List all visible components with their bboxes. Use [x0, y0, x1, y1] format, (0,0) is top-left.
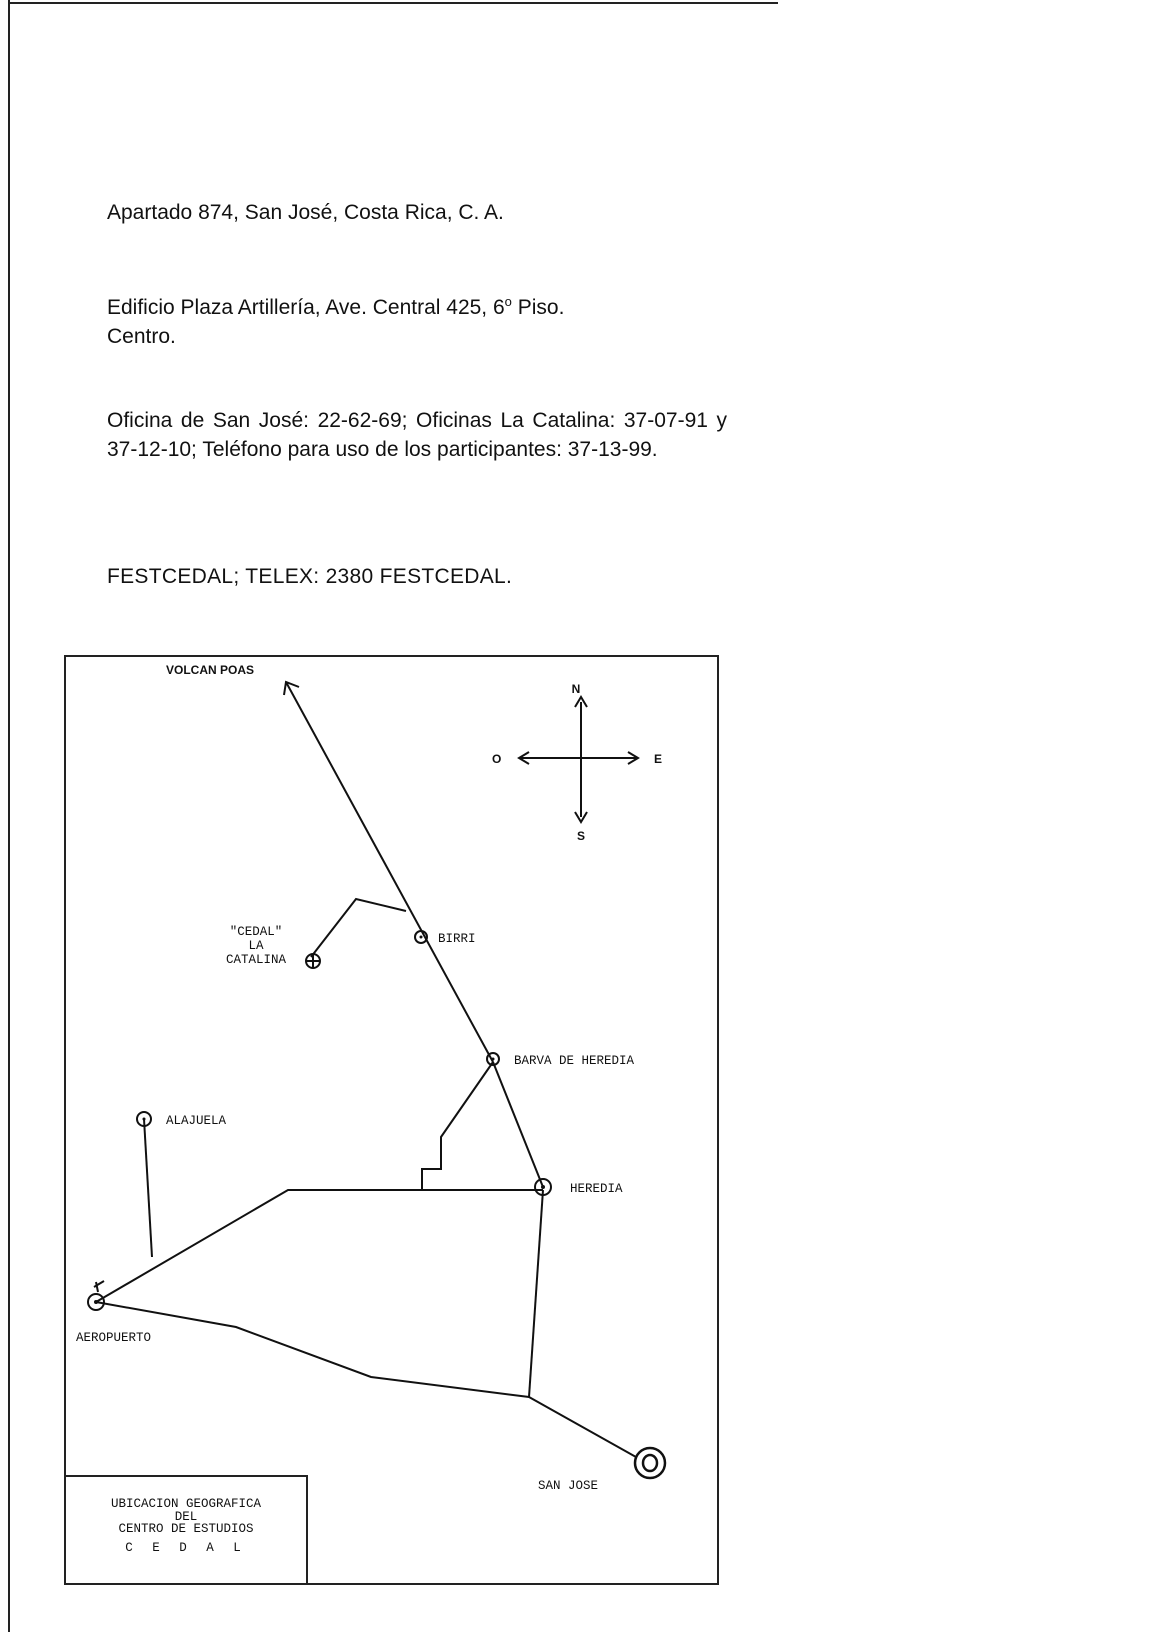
- degree-mark: o: [504, 294, 512, 309]
- phone-numbers: Oficina de San José: 22-62-69; Oficinas La Catalina: 37-07-91 y 37-12-10; Teléfono para uso de los participantes: 37-13-99.: [107, 409, 727, 461]
- compass-east: E: [654, 752, 663, 766]
- label-cedal: "CEDAL": [229, 925, 283, 939]
- legend-line1: UBICACION GEOGRAFICA: [110, 1497, 262, 1511]
- road-airport-sanjose: [96, 1302, 636, 1457]
- legend-line4: C E D A L: [125, 1541, 247, 1555]
- label-aeropuerto: AEROPUERTO: [76, 1331, 152, 1345]
- label-la: LA: [248, 939, 264, 953]
- office-address: [107, 287, 727, 351]
- label-birri: BIRRI: [438, 932, 476, 946]
- map-legend: [66, 1475, 308, 1583]
- road-alajuela: [144, 1119, 152, 1257]
- label-catalina: CATALINA: [225, 953, 287, 967]
- compass-west: O: [492, 752, 502, 766]
- label-alajuela: ALAJUELA: [166, 1114, 227, 1128]
- sanjose-marker-icon: [635, 1448, 665, 1478]
- legend-line2: DEL: [174, 1510, 198, 1524]
- label-volcan-poas: VOLCAN POAS: [166, 663, 255, 677]
- road-heredia-airport: [96, 1190, 543, 1302]
- cedal-marker-icon: [306, 954, 320, 968]
- label-barva: BARVA DE HEREDIA: [514, 1054, 635, 1068]
- postal-address: Apartado 874, San José, Costa Rica, C. A.: [107, 201, 504, 224]
- compass-rose: [519, 697, 638, 822]
- legend-line3: CENTRO DE ESTUDIOS: [118, 1522, 254, 1536]
- compass-south: S: [576, 829, 586, 843]
- road-branch-cedal: [311, 899, 406, 957]
- office-address-line1: Edificio Plaza Artillería, Ave. Central 425, 6: [107, 296, 505, 319]
- label-heredia: HEREDIA: [570, 1182, 623, 1196]
- office-address-floor: Piso.: [511, 296, 565, 319]
- map-drawing: [66, 657, 719, 1585]
- compass-north: N: [571, 682, 581, 696]
- label-san-jose: SAN JOSE: [538, 1479, 599, 1493]
- location-map: [64, 655, 719, 1585]
- road-barva-detour: [422, 1062, 493, 1191]
- road-heredia-south: [529, 1190, 543, 1397]
- road-volcan-barva: [286, 682, 493, 1062]
- office-address-line2: Centro.: [107, 325, 176, 348]
- telex-info: FESTCEDAL; TELEX: 2380 FESTCEDAL.: [107, 565, 513, 588]
- road-barva-heredia: [493, 1062, 543, 1187]
- page-left-border: [8, 0, 10, 1632]
- airport-marker-icon: [88, 1281, 104, 1310]
- page-top-border: [8, 2, 778, 4]
